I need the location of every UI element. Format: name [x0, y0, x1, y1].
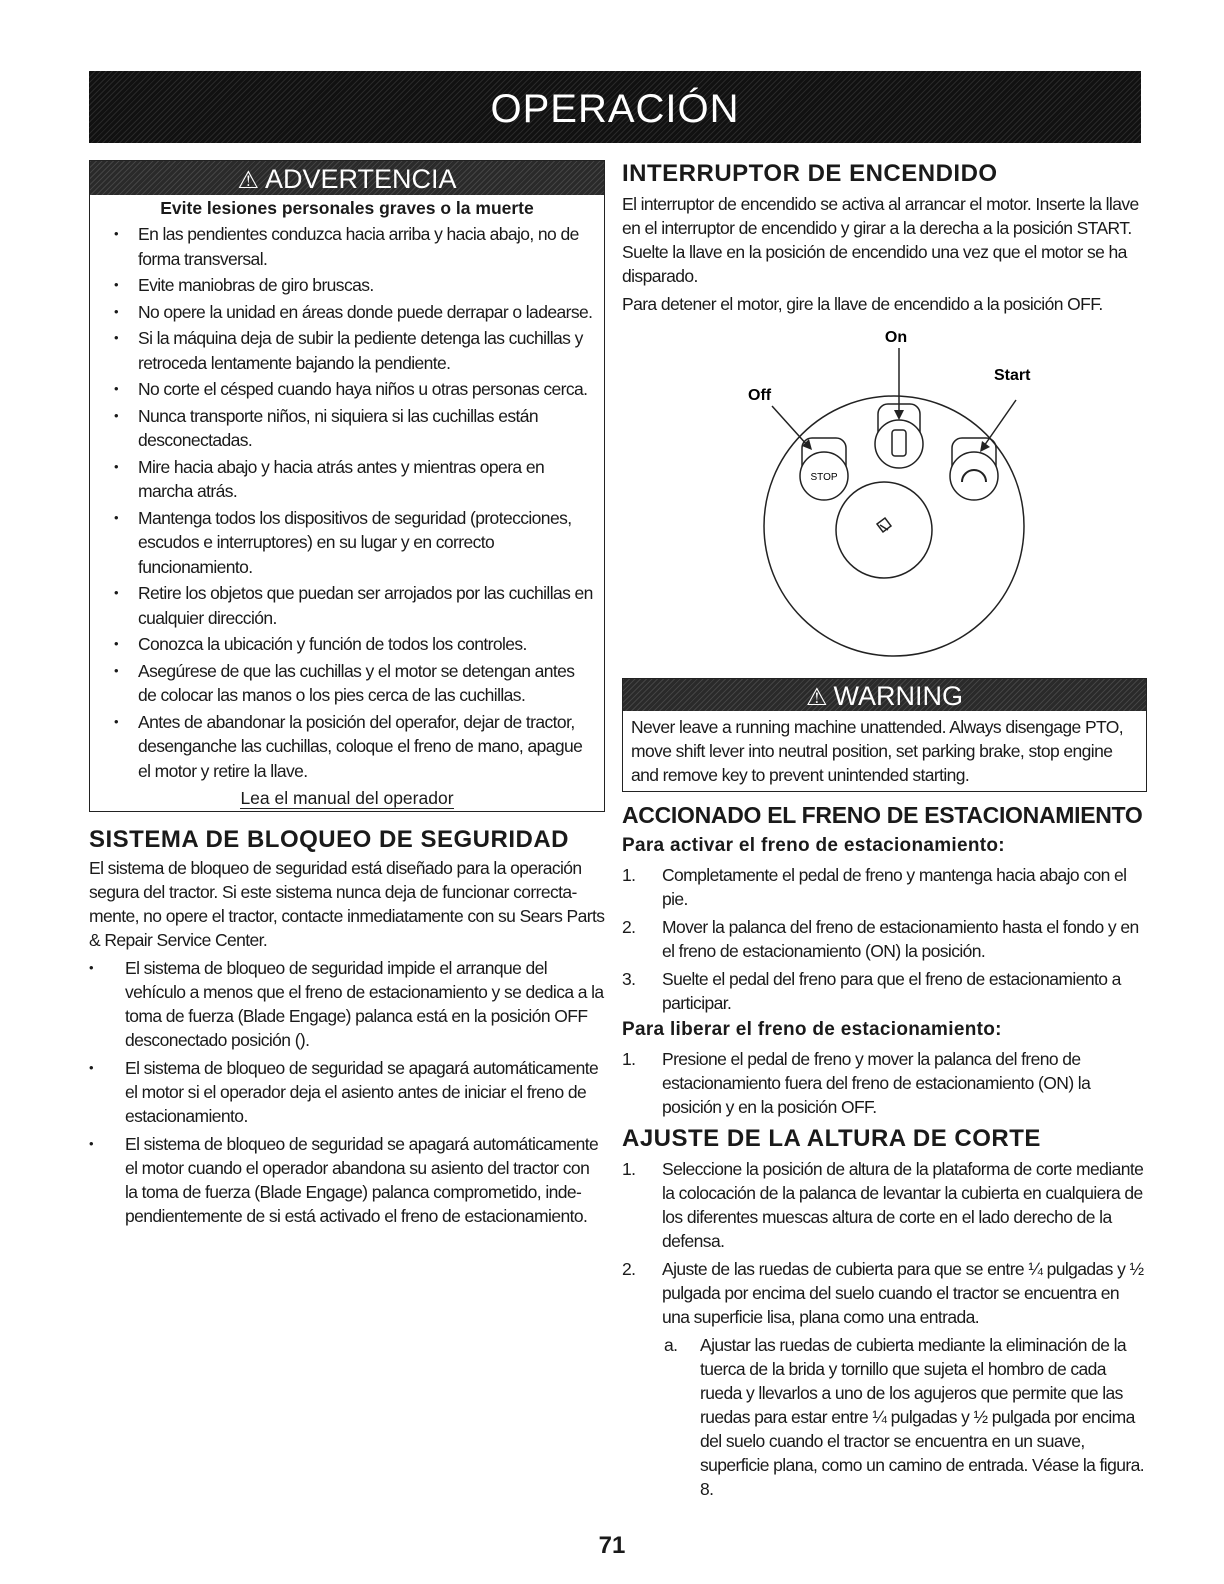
warning-triangle-icon: ⚠: [805, 684, 828, 711]
activar-list: [622, 863, 1147, 1015]
ignition-switch-diagram: [622, 320, 1147, 670]
advertencia-list: [90, 222, 604, 783]
advertencia-box: [89, 160, 605, 812]
advertencia-footer-text: Lea el manual del operador: [240, 788, 454, 808]
list-item: • Mantenga todos los dispositivos de seguridad (protecciones, escudos e interruptores) en su lugar y en correcto funcionamiento.: [138, 506, 596, 580]
list-item: [664, 1333, 1147, 1501]
list-item: • El sistema de bloqueo de seguridad se apagará automáticamente el motor si el operador deja el asiento antes de iniciar el freno de estacionamiento.: [125, 1056, 605, 1128]
interruptor-paragraph-2: Para detener el motor, gire la llave de encendido a la posición OFF.: [622, 294, 1103, 314]
list-item: • Antes de abandonar la posición del operafor, dejar de tractor, desenganche las cuchillas, coloque el freno de mano, apague el motor y retire la llave.: [138, 710, 596, 784]
list-item: [622, 915, 1147, 963]
right-column: [622, 160, 1147, 1501]
item-number: 1.: [622, 1049, 636, 1069]
item-text: Completamente el pedal de freno y mantenga hacia abajo con el pie.: [662, 865, 1127, 909]
advertencia-footer: [90, 788, 604, 809]
warning-title: WARNING: [833, 681, 963, 711]
item-text: Suelte el pedal del freno para que el freno de estacionamiento a participar.: [662, 969, 1121, 1013]
item-text: Mover la palanca del freno de estacionamiento hasta el fondo y en el freno de estacionamiento (ON) la posición.: [662, 917, 1139, 961]
sistema-section: [89, 826, 605, 1228]
warning-header: [623, 679, 1146, 711]
advertencia-title: ADVERTENCIA: [264, 164, 457, 194]
page-number: 71: [598, 1532, 626, 1559]
ignition-switch-svg: [622, 320, 1147, 670]
item-text: Ajuste de las ruedas de cubierta para que se entre ¼ pulgadas y ½ pulgada por encima del suelo cuando el tractor se encuentra en una superficie lisa, plana como una entrada.: [662, 1259, 1144, 1327]
list-item: • Evite maniobras de giro bruscas.: [138, 273, 596, 298]
list-item: • Si la máquina deja de subir la pediente detenga las cuchillas y retroceda lentamente bajando la pendiente.: [138, 326, 596, 375]
ajuste-heading: AJUSTE DE LA ALTURA DE CORTE: [622, 1125, 1041, 1152]
list-item: • No corte el césped cuando haya niños u otras personas cerca.: [138, 377, 596, 402]
start-label: Start: [994, 367, 1031, 384]
activar-heading: Para activar el freno de estacionamiento:: [622, 835, 1005, 856]
list-item: [622, 967, 1147, 1015]
advertencia-header: [90, 161, 604, 195]
sistema-intro: El sistema de bloqueo de seguridad está diseñado para la operación segura del tractor. Si este sistema nunca deja de funcionar correcta-mente, no opere el tractor, contacte inmediatamente con su Sears Parts & Repair Service Center.: [89, 858, 605, 950]
list-item: • En las pendientes conduzca hacia arriba y hacia abajo, no de forma transversal.: [138, 222, 596, 271]
ajuste-sub-list: [662, 1333, 1147, 1501]
sistema-list: [89, 956, 605, 1228]
list-item: • El sistema de bloqueo de seguridad impide el arranque del vehículo a menos que el freno de estacionamiento y se dedica a la toma de fuerza (Blade Engage) palanca está en la posición OFF desconectado posición ().: [125, 956, 605, 1052]
left-column: [89, 160, 605, 1232]
interruptor-heading: INTERRUPTOR DE ENCENDIDO: [622, 160, 998, 187]
liberar-list: [622, 1047, 1147, 1119]
list-item: • No opere la unidad en áreas donde puede derrapar o ladearse.: [138, 300, 596, 325]
key-slot-circle: [836, 482, 932, 578]
list-item: [622, 1157, 1147, 1253]
liberar-heading: Para liberar el freno de estacionamiento:: [622, 1019, 1002, 1040]
item-number: 1.: [622, 865, 636, 885]
start-pointer-line: [984, 400, 1016, 446]
page-title: OPERACIÓN: [490, 87, 740, 131]
list-item: [622, 863, 1147, 911]
item-text: Seleccione la posición de altura de la plataforma de corte mediante la colocación de la palanca de levantar la cubierta en cualquiera de los diferentes muescas altura de corte en el lado derecho de la defensa.: [662, 1159, 1144, 1251]
freno-section: [622, 802, 1147, 1119]
warning-box: [622, 678, 1147, 792]
off-pointer-line: [772, 406, 808, 446]
item-number: a.: [664, 1335, 678, 1355]
item-text: Ajustar las ruedas de cubierta mediante la eliminación de la tuerca de la brida y tornillo que sujeta el hombro de cada rueda y llevarlos a uno de los agujeros que permite que las ruedas para estar entre ¼ pulgadas y ½ pulgada por encima del suelo cuando el tractor se encuentra en un suave, superficie plana, como un camino de entrada. Véase la figura. 8.: [700, 1335, 1144, 1499]
on-pointer-arrow: [894, 410, 904, 420]
list-item: • Nunca transporte niños, ni siquiera si las cuchillas están desconectadas.: [138, 404, 596, 453]
start-position-icon: [950, 438, 998, 500]
freno-heading: ACCIONADO EL FRENO DE ESTACIONAMIENTO: [622, 802, 1143, 828]
list-item: • Conozca la ubicación y función de todos los controles.: [138, 632, 596, 657]
list-item: [622, 1047, 1147, 1119]
sistema-heading: SISTEMA DE BLOQUEO DE SEGURIDAD: [89, 826, 569, 853]
list-item: [622, 1257, 1147, 1329]
advertencia-subtitle: Evite lesiones personales graves o la muerte: [160, 198, 534, 218]
key-slot-icon: [877, 518, 891, 532]
item-number: 2.: [622, 917, 636, 937]
list-item: • El sistema de bloqueo de seguridad se apagará automáticamente el motor cuando el operador abandona su asiento del tractor con la toma de fuerza (Blade Engage) palanca comprometido, inde-pendientemente de si está activado el freno de estacionamiento.: [125, 1132, 605, 1228]
list-item: • Retire los objetos que puedan ser arrojados por las cuchillas en cualquier dirección.: [138, 581, 596, 630]
ajuste-list: [622, 1157, 1147, 1329]
item-number: 2.: [622, 1259, 636, 1279]
interruptor-paragraph-1: El interruptor de encendido se activa al arrancar el motor. Inserte la llave en el interruptor de encendido y girar a la derecha a la posición START. Suelte la llave en la posición de encendido una vez que el motor se ha disparado.: [622, 194, 1139, 286]
list-item: • Mire hacia abajo y hacia atrás antes y mientras opera en marcha atrás.: [138, 455, 596, 504]
ajuste-section: [622, 1125, 1147, 1501]
item-text: Presione el pedal de freno y mover la palanca del freno de estacionamiento fuera del freno de estacionamiento (ON) la posición y en la posición OFF.: [662, 1049, 1091, 1117]
stop-label: STOP: [810, 472, 838, 483]
warning-triangle-icon: ⚠: [237, 167, 259, 194]
page-banner: [89, 71, 1141, 143]
warning-text: Never leave a running machine unattended. Always disengage PTO, move shift lever into neutral position, set parking brake, stop engine and remove key to prevent unintended starting.: [631, 717, 1124, 785]
item-number: 1.: [622, 1159, 636, 1179]
start-pointer-arrow: [980, 441, 990, 452]
item-number: 3.: [622, 969, 636, 989]
list-item: • Asegúrese de que las cuchillas y el motor se detengan antes de colocar las manos o los pies cerca de las cuchillas.: [138, 659, 596, 708]
on-label: On: [884, 329, 908, 346]
off-label: Off: [748, 387, 772, 404]
